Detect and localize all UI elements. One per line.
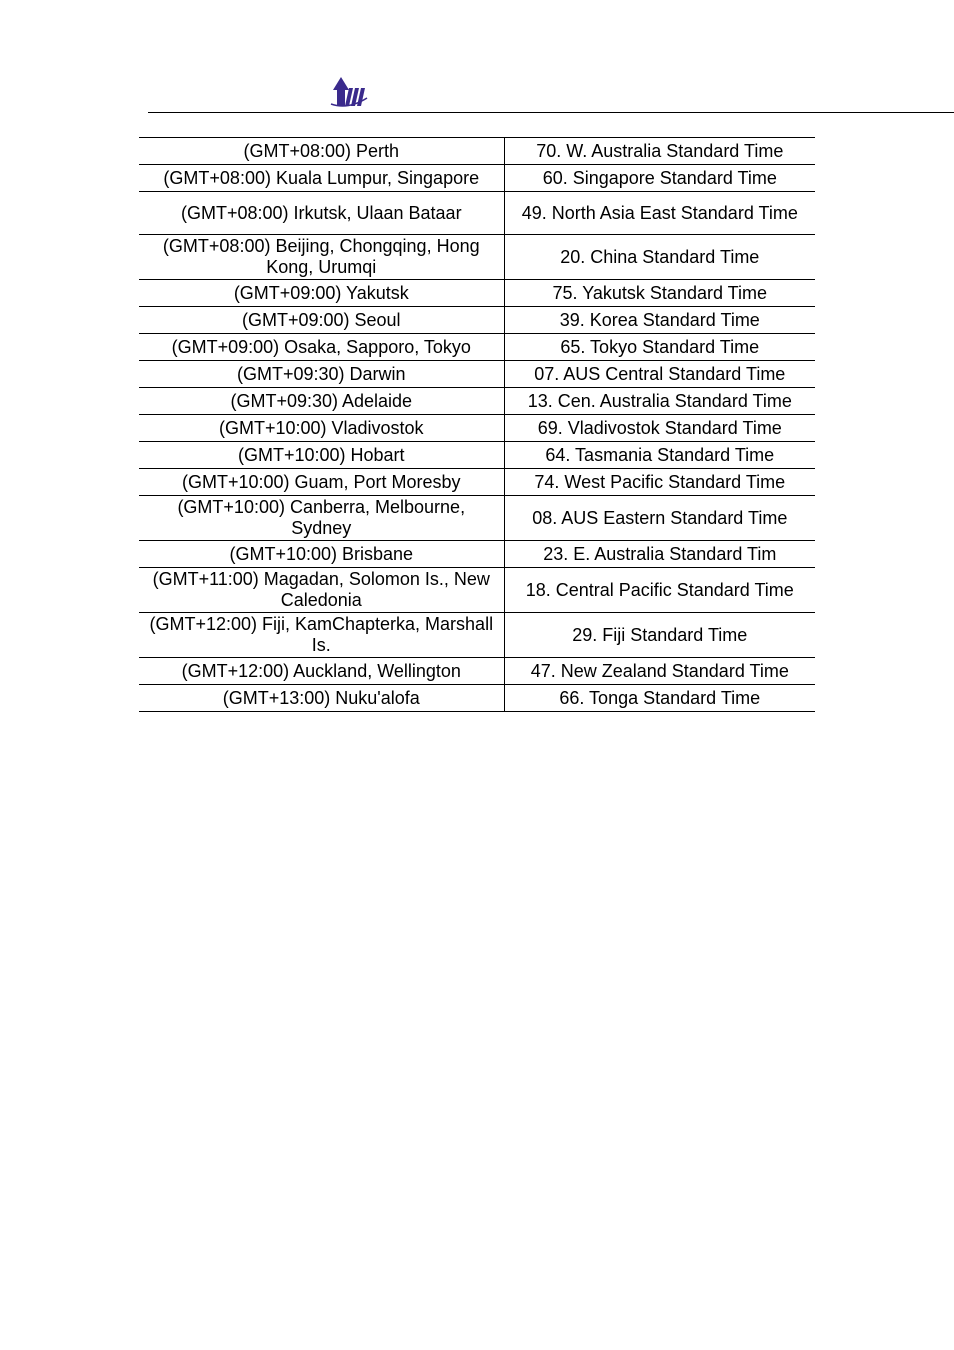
timezone-cell: (GMT+09:00) Seoul: [139, 307, 504, 334]
timezone-table: [139, 137, 815, 712]
table-row: [139, 685, 815, 712]
timezone-cell: (GMT+13:00) Nuku'alofa: [139, 685, 504, 712]
table-row: [139, 496, 815, 541]
timezone-name-cell: 13. Cen. Australia Standard Time: [504, 388, 815, 415]
timezone-name-cell: 70. W. Australia Standard Time: [504, 138, 815, 165]
timezone-cell: (GMT+10:00) Vladivostok: [139, 415, 504, 442]
timezone-cell: (GMT+12:00) Fiji, KamChapterka, Marshall Is.: [139, 613, 504, 658]
timezone-cell: (GMT+11:00) Magadan, Solomon Is., New Caledonia: [139, 568, 504, 613]
timezone-name-cell: 75. Yakutsk Standard Time: [504, 280, 815, 307]
timezone-name-cell: 60. Singapore Standard Time: [504, 165, 815, 192]
timezone-cell: (GMT+09:30) Darwin: [139, 361, 504, 388]
timezone-cell: (GMT+12:00) Auckland, Wellington: [139, 658, 504, 685]
table-row: [139, 568, 815, 613]
timezone-cell: (GMT+08:00) Perth: [139, 138, 504, 165]
timezone-name-cell: 65. Tokyo Standard Time: [504, 334, 815, 361]
timezone-name-cell: 23. E. Australia Standard Tim: [504, 541, 815, 568]
timezone-name-cell: 08. AUS Eastern Standard Time: [504, 496, 815, 541]
table-row: [139, 658, 815, 685]
timezone-cell: (GMT+08:00) Irkutsk, Ulaan Bataar: [139, 192, 504, 235]
timezone-name-cell: 29. Fiji Standard Time: [504, 613, 815, 658]
table-row: [139, 334, 815, 361]
timezone-cell: (GMT+09:00) Yakutsk: [139, 280, 504, 307]
timezone-name-cell: 74. West Pacific Standard Time: [504, 469, 815, 496]
company-logo-icon: [330, 76, 368, 108]
table-row: [139, 192, 815, 235]
timezone-cell: (GMT+10:00) Canberra, Melbourne, Sydney: [139, 496, 504, 541]
table-row: [139, 469, 815, 496]
table-row: [139, 541, 815, 568]
table-row: [139, 388, 815, 415]
timezone-name-cell: 39. Korea Standard Time: [504, 307, 815, 334]
timezone-cell: (GMT+10:00) Hobart: [139, 442, 504, 469]
header-divider: [148, 112, 954, 113]
table-row: [139, 165, 815, 192]
timezone-name-cell: 20. China Standard Time: [504, 235, 815, 280]
table-row: [139, 442, 815, 469]
timezone-cell: (GMT+09:00) Osaka, Sapporo, Tokyo: [139, 334, 504, 361]
timezone-cell: (GMT+08:00) Beijing, Chongqing, Hong Kong, Urumqi: [139, 235, 504, 280]
timezone-name-cell: 47. New Zealand Standard Time: [504, 658, 815, 685]
table-row: [139, 361, 815, 388]
timezone-cell: (GMT+10:00) Guam, Port Moresby: [139, 469, 504, 496]
timezone-name-cell: 69. Vladivostok Standard Time: [504, 415, 815, 442]
timezone-cell: (GMT+09:30) Adelaide: [139, 388, 504, 415]
table-row: [139, 415, 815, 442]
table-row: [139, 307, 815, 334]
timezone-cell: (GMT+10:00) Brisbane: [139, 541, 504, 568]
timezone-name-cell: 18. Central Pacific Standard Time: [504, 568, 815, 613]
timezone-cell: (GMT+08:00) Kuala Lumpur, Singapore: [139, 165, 504, 192]
timezone-name-cell: 66. Tonga Standard Time: [504, 685, 815, 712]
table-row: [139, 138, 815, 165]
table-row: [139, 235, 815, 280]
table-row: [139, 613, 815, 658]
timezone-name-cell: 07. AUS Central Standard Time: [504, 361, 815, 388]
timezone-name-cell: 49. North Asia East Standard Time: [504, 192, 815, 235]
timezone-name-cell: 64. Tasmania Standard Time: [504, 442, 815, 469]
table-row: [139, 280, 815, 307]
